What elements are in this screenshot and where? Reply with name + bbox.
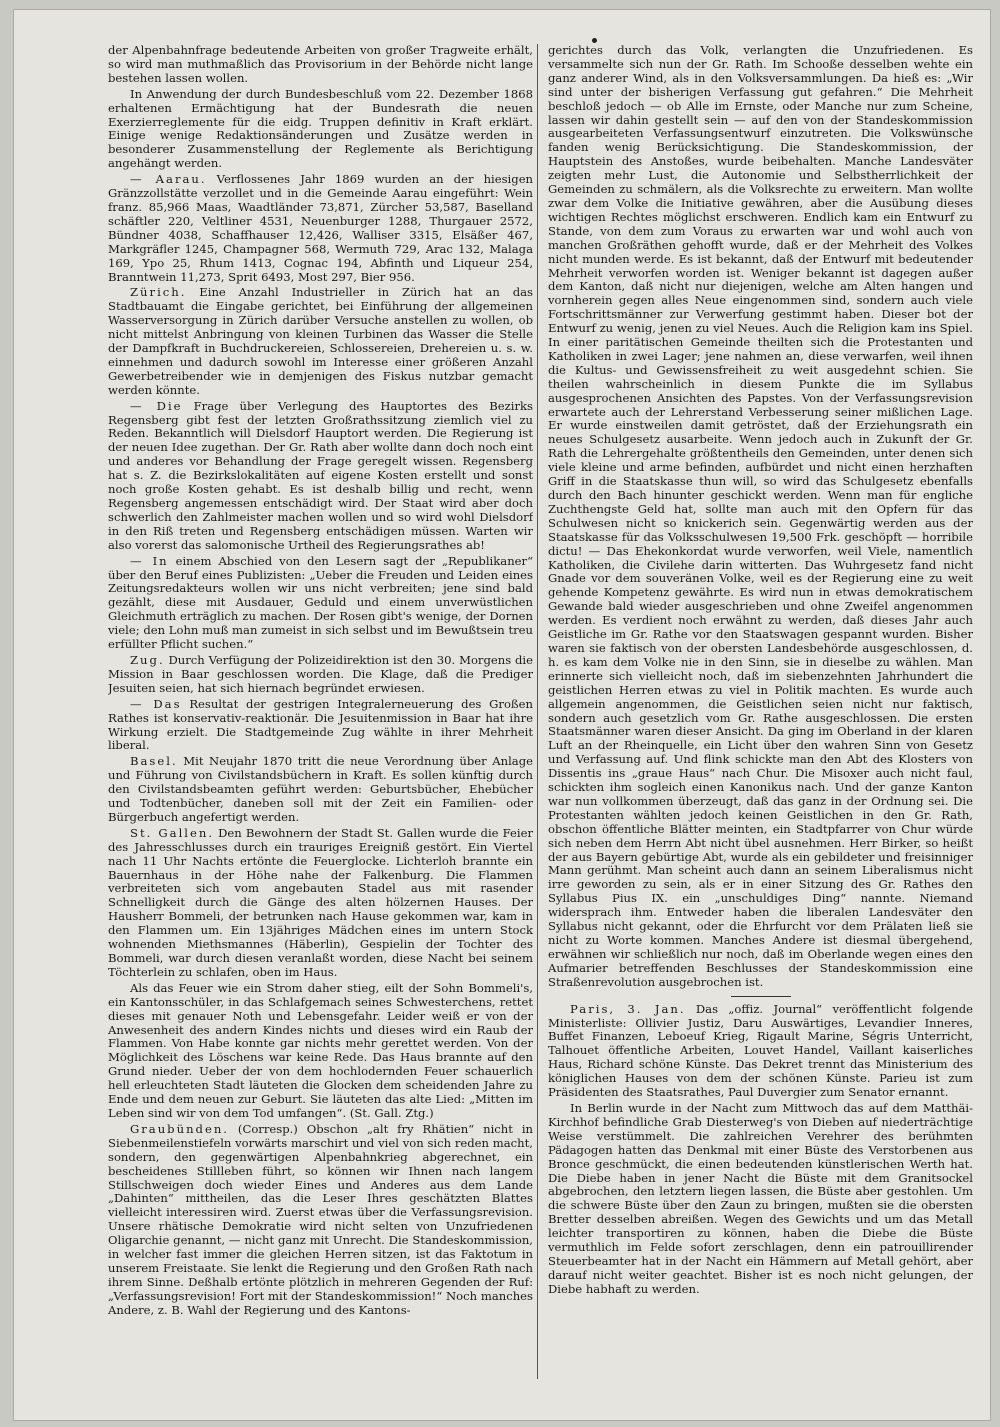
article-paragraph	[108, 698, 533, 754]
dateline: Graubünden.	[130, 1121, 229, 1136]
article-paragraph	[108, 1123, 533, 1318]
paragraph-text: Eine Anzahl Industrieller in Zürich hat an das Stadtbauamt die Eingabe gerichtet, bei Einführung der allgemeinen Wasserversorgung in Zürich darüber Versuche anstellen zu wollen, ob nicht mittelst Anbringung von kleinen Turbinen das Wasser die Stelle der Dampfkraft in Buchdruckereien, Schlossereien, Drehereien u. s. w. einnehmen und dadurch sowohl im Interesse einer größeren Anzahl Gewerbetreibender wie in demjenigen des Fiskus nutzbar gemacht werden könnte.	[108, 285, 533, 397]
article-paragraph	[108, 982, 533, 1121]
article-paragraph	[548, 44, 973, 990]
article-paragraph	[108, 400, 533, 553]
dateline: Paris, 3. Jan.	[570, 1001, 686, 1016]
dateline: — Die	[130, 398, 183, 413]
paragraph-text: einem Abschied von den Lesern sagt der „Republikaner“ über den Beruf eines Publizisten: „Ueber die Freuden und Leiden eines Zeitungsredakteurs wollen wir uns nicht verbreiten; jene sind bald gezählt, diese mit Ausdauer, Geduld und einem unverwüstlichen Gleichmuth erträglich zu machen. Der Rosen gibt's wenige, der Dornen viele; den Lohn muß man zumeist in sich selbst und im Bewußtsein treu erfüllter Pflicht suchen.“	[108, 553, 533, 652]
paragraph-text: Das „offiz. Journal“ veröffentlicht folgende Ministerliste: Ollivier Justiz, Daru Auswärtiges, Levandier Inneres, Buffet Finanzen, Leboeuf Krieg, Rigault Marine, Ségris Unterricht, Talhouet öffentliche Arbeiten, Louvet Handel, Vaillant kaiserliches Haus, Richard schöne Künste. Das Dekret trennt das Ministerium des königlichen Hauses von dem der schönen Künste. Parieu ist zum Präsidenten des Staatsrathes, Paul Duvergier zum Senator ernannt.	[548, 1001, 973, 1100]
paragraph-text: Durch Verfügung der Polizeidirektion ist den 30. Morgens die Mission in Baar geschlossen worden. Die Klage, daß die Prediger Jesuiten seien, hat sich hiernach begründet erwiesen.	[108, 652, 533, 695]
article-paragraph	[108, 88, 533, 171]
right-column	[548, 44, 973, 1299]
article-paragraph	[108, 654, 533, 696]
paragraph-text: Als das Feuer wie ein Strom daher stieg, eilt der Sohn Bommeli's, ein Kantonsschüler, in das Schlafgemach seines Schwesterchens, rettet dieses mit genauer Noth und Lebensgefahr. Leider weiß er von der Anwesenheit des andern Kindes nichts und dieses wird ein Raub der Flammen. Von Habe konnte gar nichts mehr gerettet werden. Von der Möglichkeit des Löschens war keine Rede. Das Haus brannte auf den Grund nieder. Ueber der von dem hochlodernden Feuer schauerlich hell erleuchteten Stadt läuteten die Glocken dem scheidenden Jahre zu Ende und dem neuen zur Geburt. Sie läuteten das alte Lied: „Mitten im Leben sind wir von dem Tod umfangen“. (St. Gall. Ztg.)	[108, 980, 533, 1120]
paragraph-text: Resultat der gestrigen Integralerneuerung des Großen Rathes ist konservativ-reaktionär. Die Jesuitenmission in Baar hat ihre Wirkung erzielt. Die Stadtgemeinde Zug wählte in ihrer Mehrheit liberal.	[108, 696, 533, 753]
article-paragraph	[108, 827, 533, 980]
dateline: — Aarau.	[130, 172, 207, 187]
dateline: St. Gallen.	[130, 825, 215, 840]
dateline: — Das	[130, 696, 182, 711]
ink-dot	[592, 38, 597, 43]
paragraph-text: (Corresp.) Obschon „alt fry Rhätien“ nicht in Siebenmeilenstiefeln vorwärts marschirt und viel von sich reden macht, sondern, den gegenwärtigen Alpenbahnkrieg abgerechnet, ein bescheidenes Stillleben führt, so können wir Ihnen nach langem Stillschweigen doch wieder Eines und Anderes aus dem Lande „Dahinten“ mittheilen, das die Leser Ihres geschätzten Blattes vielleicht interessiren wird. Zuerst etwas über die Verfassungsrevision. Unsere rhätische Demokratie wird nicht selten von Unzufriedenen Oligarchie genannt, — nicht ganz mit Unrecht. Die Standeskommission, in welcher fast immer die gleichen Herren sitzen, ist das Faktotum in unserem Freistaate. Sie lenkt die Regierung und den Großen Rath nach ihrem Sinne. Deßhalb ertönte plötzlich in mehreren Gegenden der Ruf: „Verfassungsrevision! Fort mit der Standeskommission!“ Noch manches Andere, z. B. Wahl der Regierung und des Kantons-	[108, 1121, 533, 1317]
paragraph-text: Frage über Verlegung des Hauptortes des Bezirks Regensberg gibt fest der letzten Großrathssitzung ziemlich viel zu Reden. Bekanntlich will Dielsdorf Hauptort werden. Die Regierung ist der neuen Idee zugethan. Der Gr. Rath aber wollte dann doch noch eint und anderes vor Behandlung der Frage geregelt wissen. Regensberg hat s. Z. die Bezirkslokalitäten auf eigene Kosten erstellt und sonst noch große Kosten gehabt. Es ist deshalb billig und recht, wenn Regensberg angemessen entschädigt wird. Der Staat wird aber doch schwerlich den Zahlmeister machen wollen und so wird wohl Dielsdorf in den Riß treten und Regensberg entschädigen müssen. Warten wir also vorerst das salomonische Urtheil des Regierungsrathes ab!	[108, 398, 533, 552]
column-rule	[537, 44, 538, 1379]
article-paragraph	[108, 555, 533, 652]
article-paragraph	[548, 1102, 973, 1297]
left-column	[108, 44, 533, 1320]
article-paragraph	[108, 286, 533, 397]
paragraph-text: gerichtes durch das Volk, verlangten die Unzufriedenen. Es versammelte sich nun der Gr. Rath. Im Schooße desselben wehte ein ganz anderer Wind, als in den Volksversammlungen. Da hieß es: „Wir sind unter der bisherigen Verfassung gut gefahren.“ Die Mehrheit beschloß jedoch — ob Alle im Ernste, oder Manche nur zum Scheine, lassen wir dahin gestellt sein — auf den von der Standeskommission ausgearbeiteten Verfassungsentwurf einzutreten. Die Volkswünsche fanden wenig Berücksichtigung. Die Standeskommission, der Hauptstein des Anstoßes, wurde beibehalten. Manche Landesväter zeigten mehr Lust, die Autonomie und Selbstherrlichkeit der Gemeinden zu schmälern, als die Volksrechte zu erweitern. Man wollte zwar dem Volke die Initiative gewähren, aber die Ausübung dieses wichtigen Rechtes möglichst erschweren. Endlich kam ein Entwurf zu Stande, von dem zum Voraus zu erwarten war und wohl auch von manchen Großräthen gehofft wurde, daß er der Mehrheit des Volkes nicht munden werde. Es ist bekannt, daß der Entwurf mit bedeutender Mehrheit verworfen worden ist. Weniger bekannt ist dagegen außer dem Kanton, daß nicht nur diejenigen, welche am Alten hangen und vornherein gegen alles Neue eingenommen sind, sondern auch viele Fortschrittsmänner zur Verwerfung gestimmt haben. Dieser bot der Entwurf zu wenig, jenen zu viel Neues. Auch die Religion kam ins Spiel. In einer paritätischen Gemeinde theilten sich die Protestanten und Katholiken in zwei Lager; jene nahmen an, diese verwarfen, weil ihnen die Kultus- und Gewissensfreiheit zu weit ausgedehnt schien. Sie theilen wahrscheinlich in diesem Punkte die im Syllabus ausgesprochenen Ansichten des Papstes. Von der Verfassungsrevision erwartete auch der Lehrerstand Verbesserung seiner mißlichen Lage. Er wurde einstweilen damit getröstet, daß der Erziehungsrath ein neues Schulgesetz ausarbeite. Wenn jedoch auch in Zukunft der Gr. Rath die Lehrergehalte größtentheils den Gemeinden, unter denen sich viele kleine und arme befinden, aufbürdet und nicht einen herzhaften Griff in die Staatskasse thun will, so wird das Schulgesetz ebenfalls durch den Bach hinunter geschickt werden. Wenn man für engliche Zuchthengste Geld hat, sollte man auch mit den Opfern für das Schulwesen nicht so knickerich sein. Gegenwärtig werden aus der Staatskasse für das Volksschulwesen 19,500 Frk. geschöpft — horribile dictu! — Das Ehekonkordat wurde verworfen, weil Viele, namentlich Katholiken, die Civilehe darin witterten. Das Wuhrgesetz fand nicht Gnade vor dem souveränen Volke, weil es der Regierung eine zu weit gehende Kompetenz gewährte. Es wird nun in etwas demokratischem Gewande bald wieder ausgeschrieben und ohne Zweifel angenommen werden. Es verdient noch erwähnt zu werden, daß dieses Jahr auch Geistliche im Gr. Rathe vor den Staatswagen gespannt wurden. Bisher waren sie faktisch von der obersten Landesbehörde ausgeschlossen, d. h. es kam dem Volke nie in den Sinn, sie in dieselbe zu wählen. Man erinnerte sich vielleicht noch, daß im siebenzehnten Jahrhundert die geistlichen Herren etwas zu viel in Politik machten. Es wurde auch allgemein angenommen, die Geistlichen seien nicht nur faktisch, sondern auch gesetzlich vom Gr. Rathe ausgeschlossen. Die ersten Staatsmänner waren dieser Ansicht. Da ging im Oberland in der klaren Luft an der Rheinquelle, ein Licht über den wahren Sinn von Gesetz und Verfassung auf. Und flink schickte man den Abt des Klosters von Dissentis ins „graue Haus“ nach Chur. Die Misoxer auch nicht faul, schickten ihm sogleich einen Kanonikus nach. Und der ganze Kanton war nun vollkommen überzeugt, daß das ganz in der Ordnung sei. Die Protestanten wählten jedoch keinen Geistlichen in den Gr. Rath, obschon öffentliche Blätter meinten, ein Stadtpfarrer von Chur würde sich neben dem Herrn Abt nicht übel ausnehmen. Herr Birker, so heißt der aus Bayern gebürtige Abt, wurde als ein gebildeter und freisinniger Mann gerühmt. Man scheint auch dann an seinem Liberalismus nicht irre geworden zu sein, als er in einer Sitzung des Gr. Rathes den Syllabus Pius IX. ein „unschuldiges Ding“ nannte. Niemand widersprach ihm. Entweder haben die liberalen Landesväter den Syllabus nicht gekannt, oder die Ehrfurcht vor dem Prälaten ließ sie nicht zu Worte kommen. Manches Andere ist diesmal übergehend, erwähnen wir schließlich nur noch, daß im Oberlande wegen eines den Aufmarier betreffenden Beschlusses der Standeskommission eine Straßenrevolution ausgebrochen ist.	[548, 44, 973, 989]
dateline: Basel.	[130, 754, 178, 769]
article-paragraph	[108, 44, 533, 86]
paragraph-text: der Alpenbahnfrage bedeutende Arbeiten von großer Tragweite erhält, so wird man muthmaßlich das Provisorium in der Behörde nicht lange bestehen lassen wollen.	[108, 44, 533, 85]
paragraph-text: Verflossenes Jahr 1869 wurden an der hiesigen Gränzzollstätte verzollet und in die Gemeinde Aarau eingeführt: Wein franz. 85,966 Maas, Waadtländer 73,871, Zürcher 53,587, Baselland schäftler 220, Veltliner 4531, Neuenburger 1288, Thurgauer 2572, Bündner 4038, Schaffhauser 12,426, Walliser 3315, Elsäßer 467, Markgräfler 1245, Champagner 568, Wermuth 729, Arac 132, Malaga 169, Ypo 25, Rhum 1413, Cognac 194, Abfinth und Liqueur 254, Branntwein 11,273, Sprit 6493, Most 297, Bier 956.	[108, 172, 533, 284]
paragraph-text: In Berlin wurde in der Nacht zum Mittwoch das auf dem Matthäi-Kirchhof befindliche Grab Diesterweg's von Dieben auf niederträchtige Weise verstümmelt. Die zahlreichen Verehrer des berühmten Pädagogen hatten das Denkmal mit einer Büste des Verstorbenen aus Bronce geschmückt, die einen bedeutenden künstlerischen Werth hat. Die Diebe haben in jener Nacht die Büste mit dem Granitsockel abgebrochen, den letztern liegen lassen, die Büste aber gestohlen. Um die schwere Büste über den Zaun zu bringen, mußten sie die obersten Bretter desselben abreißen. Wegen des Gewichts und um das Metall leichter transportiren zu können, haben die Diebe die Büste vermuthlich im Felde sofort zerschlagen, denn ein patrouillirender Steuerbeamter hat in der Nacht ein Hämmern auf Metall gehört, aber darauf nicht weiter geachtet. Bisher ist es noch nicht gelungen, der Diebe habhaft zu werden.	[548, 1100, 973, 1296]
article-paragraph	[108, 755, 533, 825]
paragraph-text: Den Bewohnern der Stadt St. Gallen wurde die Feier des Jahresschlusses durch ein trauriges Ereigniß gestört. Ein Viertel nach 11 Uhr Nachts ertönte die Feuerglocke. Lichterloh brannte ein Bauernhaus in der Höhe nahe der Falkenburg. Die Flammen verbreiteten sich vom angebauten Stadel aus mit rasender Schnelligkeit durch die Gänge des alten hölzernen Hauses. Der Hausherr Bommeli, der betrunken nach Hause gekommen war, kam in den Flammen um. Ein 13jähriges Mädchen eines im untern Stock wohnenden Miethsmannes (Häberlin), Gespielin der Tochter des Bommeli, war durch diesen veranlaßt worden, diese Nacht bei seinem Töchterlein zu schlafen, oben im Haus.	[108, 825, 533, 979]
dateline: Zürich.	[130, 285, 187, 300]
article-paragraph	[548, 1003, 973, 1100]
dateline: Zug.	[130, 652, 165, 667]
paragraph-text: In Anwendung der durch Bundesbeschluß vom 22. Dezember 1868 erhaltenen Ermächtigung hat der Bundesrath die neuen Exerzierreglemente für die eidg. Truppen definitiv in Kraft erklärt. Einige wenige Redaktionsänderungen und Zusätze werden in besonderer Zusammenstellung der Reglemente als Berichtigung angehängt werden.	[108, 86, 533, 171]
paragraph-text: Mit Neujahr 1870 tritt die neue Verordnung über Anlage und Führung von Civilstandsbüchern in Kraft. Es sollen künftig durch den Civilstandsbeamten geführt werden: Geburtsbücher, Ehebücher und Todtenbücher, daneben soll mit der Zeit ein Familien- oder Bürgerbuch angefertigt werden.	[108, 754, 533, 824]
dateline: — In	[130, 553, 169, 568]
article-paragraph	[108, 173, 533, 284]
section-divider	[731, 996, 791, 997]
